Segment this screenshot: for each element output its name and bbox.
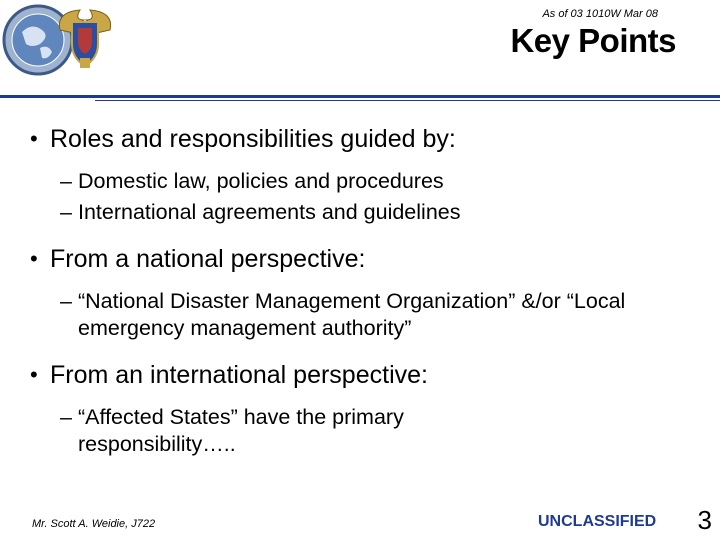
section-roles — [30, 124, 690, 226]
bullet-icon: • — [30, 362, 38, 387]
dash-icon: – — [60, 289, 72, 313]
author-name: Mr. Scott A. Weidie, J722 — [32, 518, 156, 530]
sub-text: “National Disaster Management Organization” &/or “Local emergency management authority” — [78, 289, 626, 340]
sub-item — [60, 288, 690, 342]
dash-icon: – — [60, 200, 72, 224]
sub-item — [60, 404, 690, 458]
bullet-icon: • — [30, 126, 38, 151]
bullet-icon: • — [30, 246, 38, 271]
logo-lettering: MPAT — [10, 74, 26, 80]
bullet-item — [30, 360, 690, 390]
bullet-item — [30, 244, 690, 274]
mpat-emblem-logo — [0, 0, 136, 84]
bullet-text: From an international perspective: — [50, 361, 428, 389]
sub-text: International agreements and guidelines — [78, 200, 461, 224]
header-rule — [95, 95, 720, 98]
slide-title: Key Points — [510, 22, 676, 59]
section-national — [30, 244, 690, 342]
section-international — [30, 360, 690, 458]
date-stamp: As of 03 1010W Mar 08 — [542, 8, 658, 20]
dash-icon: – — [60, 169, 72, 193]
dash-icon: – — [60, 405, 72, 429]
classification-label: UNCLASSIFIED — [538, 513, 657, 530]
slide-body — [30, 124, 690, 458]
header-rule-left — [0, 95, 95, 98]
sub-text: Domestic law, policies and procedures — [78, 169, 444, 193]
sub-item — [60, 168, 690, 195]
header-rule-thin — [95, 100, 720, 101]
sub-text: “Affected States” have the primary responsibility….. — [78, 405, 404, 456]
bullet-text: From a national perspective: — [50, 245, 366, 273]
sub-item — [60, 199, 690, 226]
bullet-item — [30, 124, 690, 154]
page-number: 3 — [697, 505, 712, 535]
bullet-text: Roles and responsibilities guided by: — [50, 125, 456, 153]
